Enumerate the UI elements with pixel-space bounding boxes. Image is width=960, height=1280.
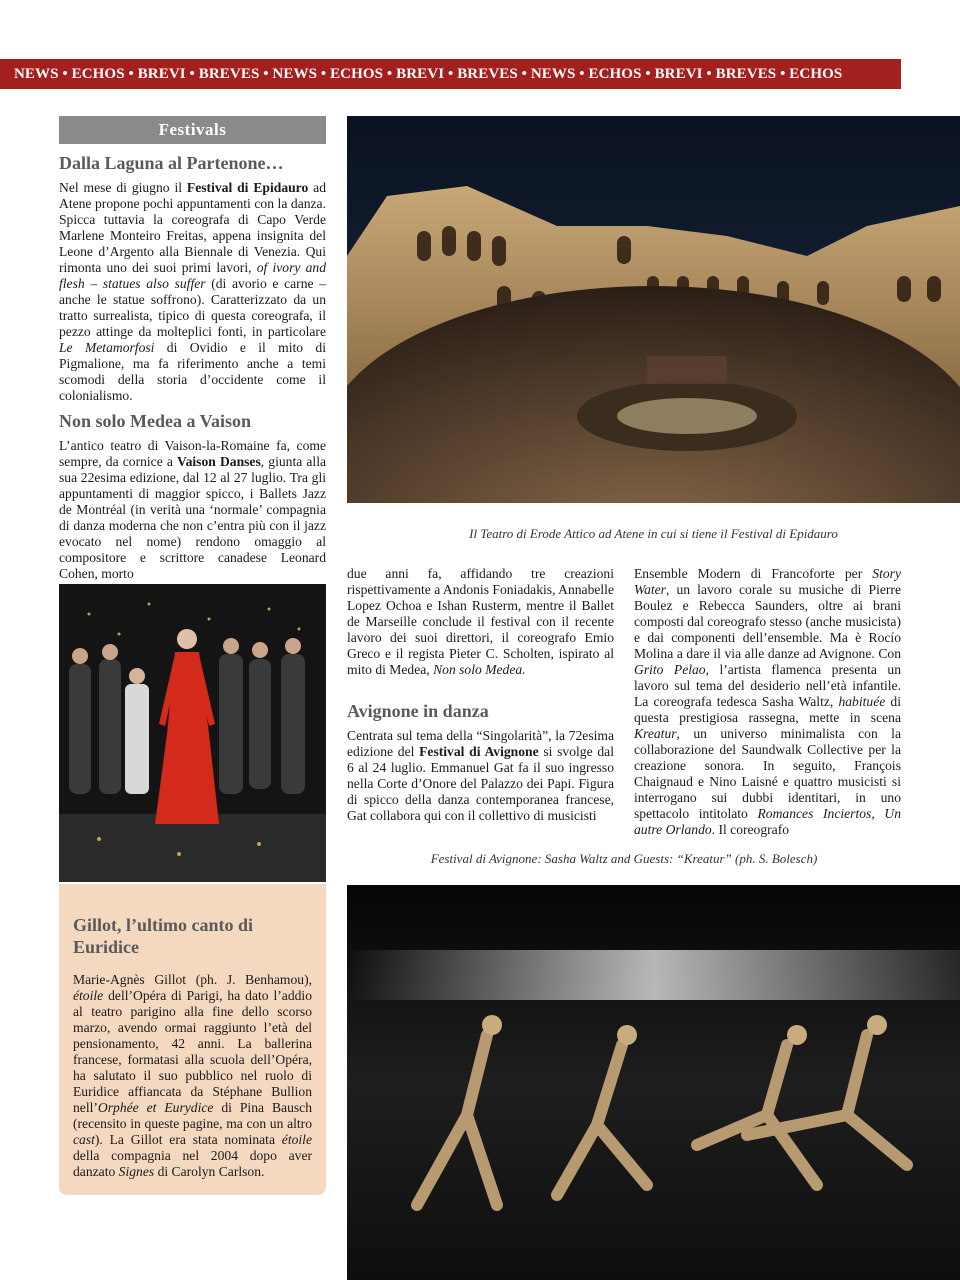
right-column bbox=[634, 566, 901, 838]
middle-column bbox=[347, 566, 614, 824]
news-banner: NEWS • ECHOS • BREVI • BREVES • NEWS • ECHOS • BREVI • BREVES • NEWS • ECHOS • BREVI • BREVES • ECHOS bbox=[0, 59, 901, 89]
article-body: Ensemble Modern di Francoforte per Story Water, un lavoro corale su musiche di Pierre Boulez e Rebecca Saunders, oltre ai brani composti dal coreografo stesso (anche musicista) e dai componenti dell’ensemble. Ma è Rocío Molina a dare il via alle danze ad Avignone. Con Grito Pelao, l’artista flamenca presenta un lavoro sul tema del desiderio nell’età infantile. La coreografa tedesca Sasha Waltz, habituée di questa prestigiosa rassegna, mette in scena Kreatur, un universo minimalista con la collaborazione del Saundwalk Collective per la creazione sonora. In seguito, François Chaignaud e Nino Laisné e quattro musicisti si interrogano sui dubbi identitari, in uno spettacolo intitolato Romances Inciertos, Un autre Orlando. Il coreografo bbox=[634, 566, 901, 837]
article-laguna bbox=[59, 152, 326, 404]
article-body: L’antico teatro di Vaison-la-Romaine fa, come sempre, da cornice a Vaison Danses, giunta alla sua 22esima edizione, dal 12 al 27 luglio. Tra gli appuntamenti di maggior spicco, i Ballets Jazz de Montréal (in verità una ‘normale’ compagnia di danza moderna che non c’entra più con il jazz evocato nel nome) rendono omaggio al compositore e scrittore canadese Leonard Cohen, morto bbox=[59, 438, 327, 581]
gillot-box bbox=[59, 884, 326, 1195]
box-body: Marie-Agnès Gillot (ph. J. Benhamou), étoile dell’Opéra di Parigi, ha dato l’addio al teatro parigino alla fine dello scorso marzo, avendo ormai raggiunto l’età del pensionamento, 42 anni. La ballerina francese, formatasi alla scuola dell’Opéra, ha salutato il suo pubblico nel ruolo di Euridice affiancata da Stéphane Bullion nell’Orphée et Eurydice di Pina Bausch (recensito in queste pagine, ma con un altro cast). La Gillot era stata nominata étoile della compagnia nel 2004 dopo aver danzato Signes di Carolyn Carlson. bbox=[73, 972, 312, 1179]
article-body: due anni fa, affidando tre creazioni rispettivamente a Andonis Foniadakis, Annabelle Lopez Ochoa e Ishan Rusterm, mentre il Ballet de Marseille conclude il festival con il recente lavoro dei suoi direttori, il coreografo Emio Greco e il regista Pieter C. Scholten, ispirato al mito di Medea, Non solo Medea. bbox=[347, 566, 614, 677]
article-title: Dalla Laguna al Partenone… bbox=[59, 153, 284, 173]
article-title: Avignone in danza bbox=[347, 701, 489, 721]
section-label: Festivals bbox=[59, 116, 326, 144]
article-body: Nel mese di giugno il Festival di Epidauro ad Atene propone pochi appuntamenti con la danza. Spicca tuttavia la coreografa di Capo Verde Marlene Monteiro Freitas, appena insignita del Leone d’Argento alla Biennale di Venezia. Qui rimonta uno dei suoi primi lavori, of ivory and flesh – statues also suffer (di avorio e carne – anche le statue soffrono). Caratterizzato da un tratto surrealista, tipico di questa coreografa, il pezzo attinge da molteplici fonti, in particolare Le Metamorfosi di Ovidio e il mito di Pigmalione, ma fa riferimento anche a temi scomodi della storia d’occidente come il colonialismo. bbox=[59, 180, 327, 403]
theatre-photo bbox=[347, 116, 960, 503]
photo-caption: Festival di Avignone: Sasha Waltz and Guests: “Kreatur” (ph. S. Bolesch) bbox=[430, 851, 818, 866]
kreatur-dancers-illustration bbox=[347, 885, 960, 1280]
kreatur-photo bbox=[347, 885, 960, 1280]
article-vaison bbox=[59, 410, 326, 582]
dancer-photo bbox=[59, 584, 326, 882]
photo-caption: Il Teatro di Erode Attico ad Atene in cui si tiene il Festival di Epidauro bbox=[469, 526, 838, 541]
article-body: Centrata sul tema della “Singolarità”, la 72esima edizione del Festival di Avignone si svolge dal 6 al 24 luglio. Emmanuel Gat fa il suo ingresso nella Corte d’Onore del Palazzo dei Papi. Figura di spicco della danza contemporanea francese, Gat collabora qui con il collettivo di musicisti bbox=[347, 728, 614, 823]
box-title: Gillot, l’ultimo canto di Euridice bbox=[73, 915, 253, 957]
red-dress-dancer-illustration bbox=[59, 584, 326, 882]
article-title: Non solo Medea a Vaison bbox=[59, 411, 252, 431]
odeon-illustration bbox=[347, 116, 960, 503]
